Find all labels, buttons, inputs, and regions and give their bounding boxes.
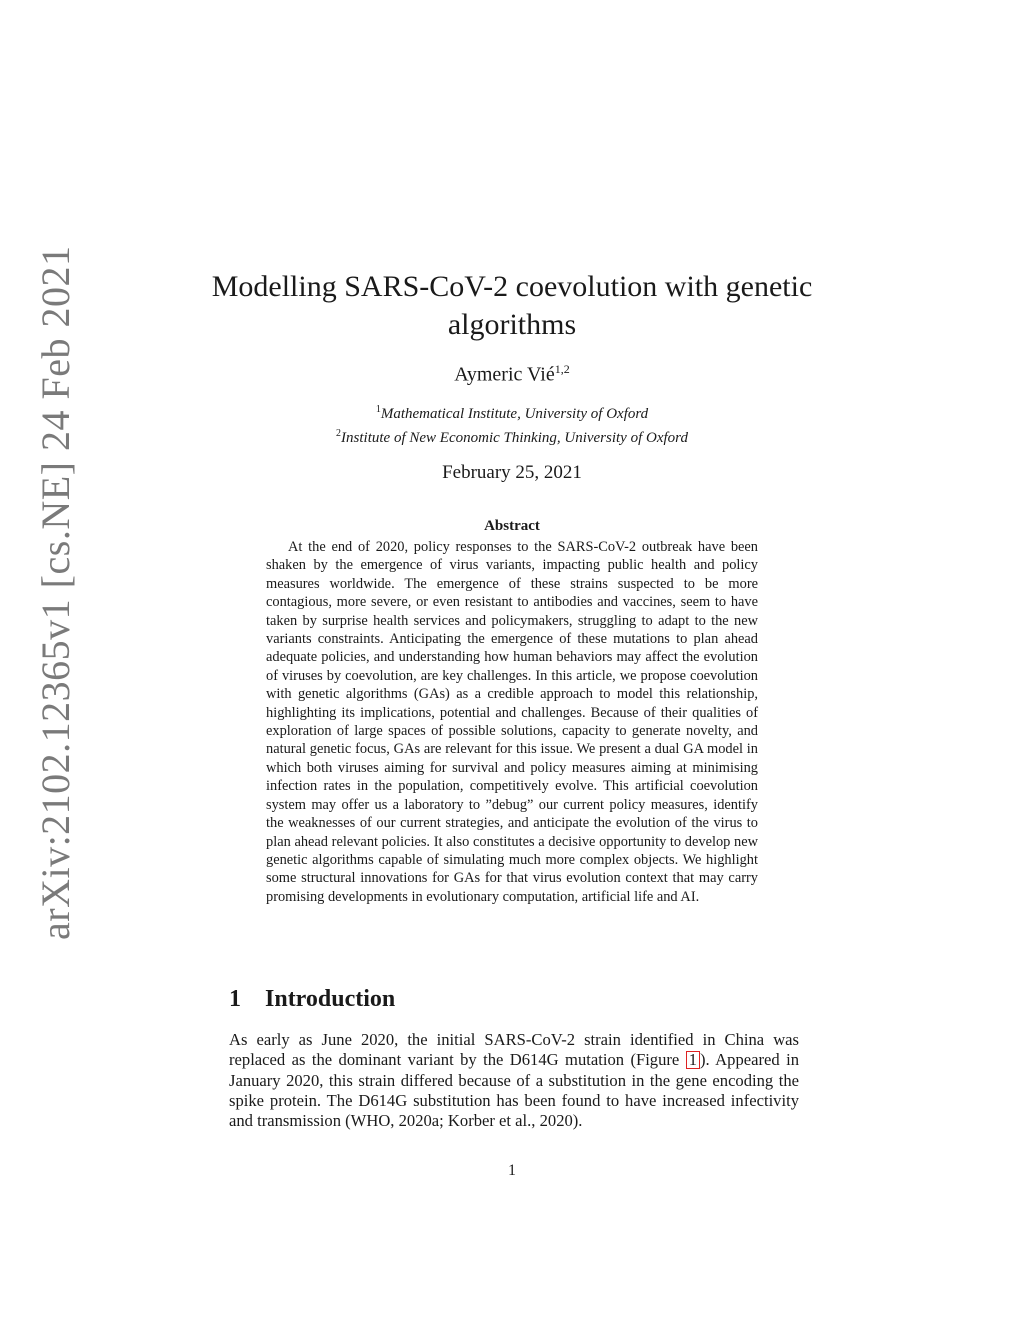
affiliation-1-text: Mathematical Institute, University of Oxford	[380, 406, 649, 422]
abstract-body: At the end of 2020, policy responses to the SARS-CoV-2 outbreak have been shaken by the emergence of virus variants, impacting public health and policy measures worldwide. The emergence of these strains suspected to be more contagious, more severe, or even resistant to antibodies and vaccines, seem to have taken by surprise health services and policymakers, struggling to adapt to the new variants constraints. Anticipating the emergence of these mutations to plan ahead adequate policies, and understanding how human behaviors may affect the evolution of viruses by coevolution, are key challenges. In this article, we propose coevolution with genetic algorithms (GAs) as a credible approach to model this relationship, highlighting its implications, potential and challenges. Because of their qualities of exploration of large spaces of possible solutions, capacity to generate novelty, and natural genetic focus, GAs are relevant for this issue. We present a dual GA model in which both viruses aiming for survival and policy measures aiming at minimising infection rates in the population, competitively evolve. This artificial coevolution system may offer us a laboratory to ”debug” our current policy measures, identify the weaknesses of our current strategies, and anticipate the evolution of the virus to plan ahead relevant policies. It also constitutes a decisive opportunity to develop new genetic algorithms capable of simulating much more complex objects. We highlight some structural innovations for GAs for that virus evolution context that may carry promising developments in evolutionary computation, artificial life and AI.	[266, 539, 758, 905]
page-number: 1	[508, 1162, 516, 1179]
affiliation-2	[0, 424, 1024, 448]
affiliation-2-text: Institute of New Economic Thinking, University of Oxford	[341, 430, 688, 446]
figure-reference-link[interactable]: 1	[686, 1051, 700, 1069]
section-title: Introduction	[265, 986, 396, 1012]
section-number: 1	[229, 986, 241, 1012]
section-heading-introduction	[229, 986, 395, 1013]
author-line	[0, 362, 1024, 387]
intro-text-after-ref: ). Appeared in January 2020, this strain differed because of a substitution in the gene encoding the spike protein. The D614G substitution has been found to have increased infectivity and transmission (WHO, 2020a; Korber et al., 2020).	[229, 1050, 799, 1131]
affiliations	[0, 400, 1024, 448]
intro-text-before-ref: As early as June 2020, the initial SARS-CoV-2 strain identified in China was replaced as the dominant variant by the D614G mutation (Figure	[229, 1030, 799, 1070]
affiliation-1	[0, 400, 1024, 424]
arxiv-identifier-stamp[interactable]: arXiv:2102.12365v1 [cs.NE] 24 Feb 2021	[33, 245, 78, 940]
affiliation-1-mark: 1	[375, 404, 381, 415]
author-name: Aymeric Vié	[454, 363, 555, 386]
author-affiliation-marks: 1,2	[554, 362, 570, 376]
abstract-heading: Abstract	[484, 518, 540, 534]
affiliation-2-mark: 2	[336, 428, 342, 439]
introduction-paragraph	[229, 1030, 799, 1131]
paper-title: Modelling SARS-CoV-2 coevolution with genetic algorithms	[211, 270, 813, 341]
publication-date: February 25, 2021	[442, 462, 582, 483]
